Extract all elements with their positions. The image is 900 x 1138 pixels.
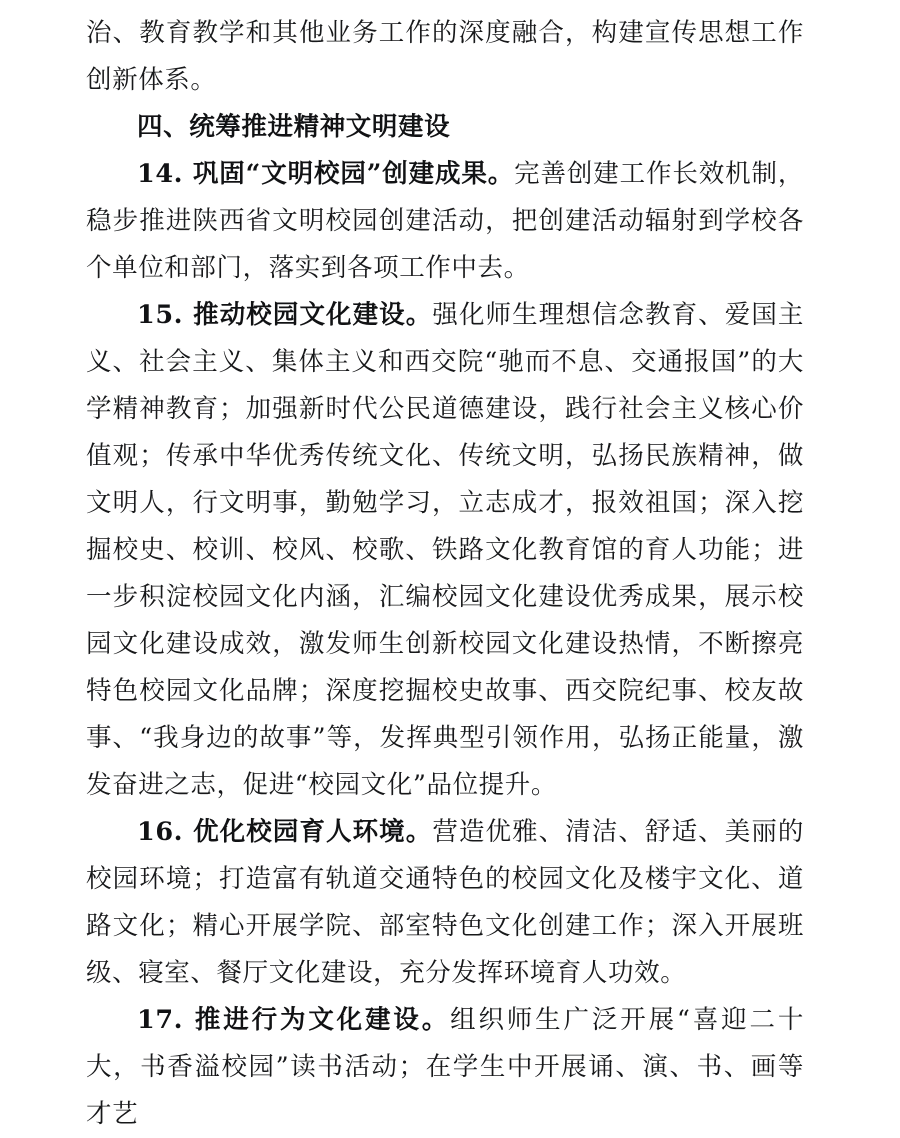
paragraph-item-16-lead: 16. 优化校园育人环境。 — [137, 817, 433, 847]
paragraph-continued — [86, 10, 804, 104]
paragraph-item-14-text: 完善创建工作长效机制，稳步推进陕西省文明校园创建活动，把创建活动辐射到学校各个单位和部门，落实到各项工作中去。 — [86, 159, 804, 283]
paragraph-item-14 — [86, 151, 804, 292]
paragraph-item-15-lead: 15. 推动校园文化建设。 — [137, 300, 433, 330]
paragraph-continued-text: 治、教育教学和其他业务工作的深度融合，构建宣传思想工作创新体系。 — [86, 18, 804, 95]
paragraph-item-17-lead: 17. 推进行为文化建设。 — [137, 1005, 451, 1035]
paragraph-item-16-text: 营造优雅、清洁、舒适、美丽的校园环境；打造富有轨道交通特色的校园文化及楼宇文化、道路文化；精心开展学院、部室特色文化创建工作；深入开展班级、寝室、餐厅文化建设，充分发挥环境育人功效。 — [86, 817, 805, 988]
paragraph-item-17-text: 组织师生广泛开展“喜迎二十大，书香溢校园”读书活动；在学生中开展诵、演、书、画等才艺 — [86, 1005, 804, 1129]
paragraph-item-15-text: 强化师生理想信念教育、爱国主义、社会主义、集体主义和西交院“驰而不息、交通报国”的大学精神教育；加强新时代公民道德建设，践行社会主义核心价值观；传承中华优秀传统文化、传统文明，弘扬民族精神，做文明人，行文明事，勤勉学习，立志成才，报效祖国；深入挖掘校史、校训、校风、校歌、铁路文化教育馆的育人功能；进一步积淀校园文化内涵，汇编校园文化建设优秀成果，展示校园文化建设成效，激发师生创新校园文化建设热情，不断擦亮特色校园文化品牌；深度挖掘校史故事、西交院纪事、校友故事、“我身边的故事”等，发挥典型引领作用，弘扬正能量，激发奋进之志，促进“校园文化”品位提升。 — [86, 300, 805, 800]
paragraph-item-17 — [86, 997, 804, 1138]
section-heading-text: 四、统筹推进精神文明建设 — [137, 112, 451, 142]
section-heading — [86, 104, 804, 151]
paragraph-item-14-lead: 14. 巩固“文明校园”创建成果。 — [137, 159, 515, 189]
paragraph-item-16 — [86, 809, 804, 997]
paragraph-item-15 — [86, 292, 804, 809]
